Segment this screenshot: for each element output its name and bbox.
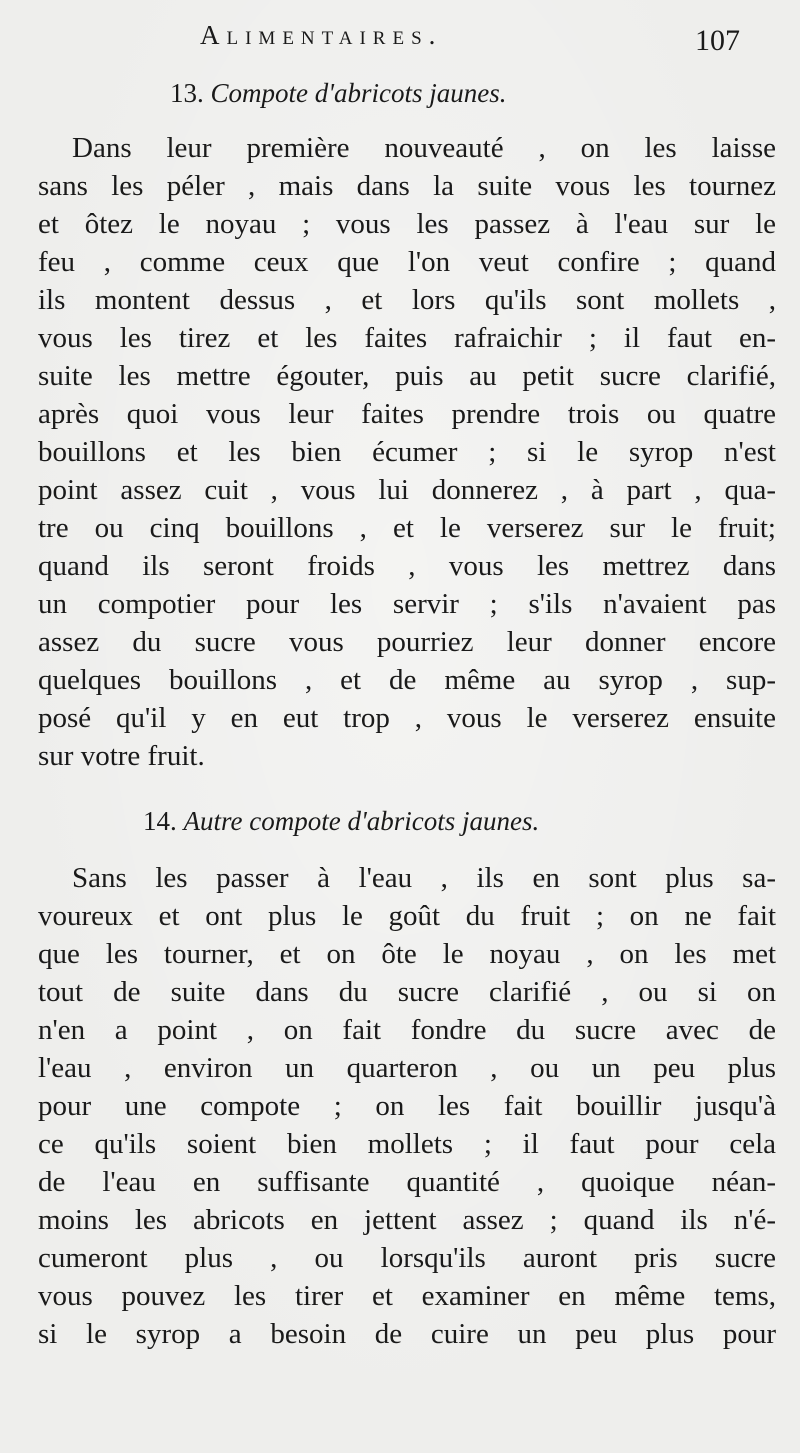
text-line: n'en a point , on fait fondre du sucre avec de [38, 1014, 776, 1046]
section-14-number: 14. [143, 806, 177, 836]
section-13-body [38, 129, 776, 775]
text-line: moins les abricots en jettent assez ; quand ils n'é- [38, 1204, 776, 1236]
text-line: et ôtez le noyau ; vous les passez à l'eau sur le [38, 208, 776, 240]
text-line: quelques bouillons , et de même au syrop , sup- [38, 664, 776, 696]
text-line: ce qu'ils soient bien mollets ; il faut pour cela [38, 1128, 776, 1160]
text-line: après quoi vous leur faites prendre trois ou quatre [38, 398, 776, 430]
section-13-number: 13. [170, 78, 204, 108]
text-line: sur votre fruit. [38, 740, 205, 772]
page-number: 107 [695, 24, 740, 57]
text-line: point assez cuit , vous lui donnerez , à part , qua- [38, 474, 776, 506]
section-13-title [170, 80, 507, 107]
section-14-body [38, 859, 776, 1353]
text-line: un compotier pour les servir ; s'ils n'avaient pas [38, 588, 776, 620]
text-line: assez du sucre vous pourriez leur donner encore [38, 626, 776, 658]
text-line: suite les mettre égouter, puis au petit sucre clarifié, [38, 360, 776, 392]
text-line: Sans les passer à l'eau , ils en sont plus sa- [72, 862, 776, 894]
text-line: voureux et ont plus le goût du fruit ; on ne fait [38, 900, 776, 932]
text-line: Dans leur première nouveauté , on les laisse [72, 132, 776, 164]
text-line: si le syrop a besoin de cuire un peu plus pour [38, 1318, 776, 1350]
text-line: de l'eau en suffisante quantité , quoique néan- [38, 1166, 776, 1198]
text-line: ils montent dessus , et lors qu'ils sont mollets , [38, 284, 776, 316]
text-line: quand ils seront froids , vous les mettrez dans [38, 550, 776, 582]
text-line: pour une compote ; on les fait bouillir jusqu'à [38, 1090, 776, 1122]
text-line: posé qu'il y en eut trop , vous le verserez ensuite [38, 702, 776, 734]
text-line: feu , comme ceux que l'on veut confire ; quand [38, 246, 776, 278]
text-line: cumeront plus , ou lorsqu'ils auront pris sucre [38, 1242, 776, 1274]
text-line: vous pouvez les tirer et examiner en même tems, [38, 1280, 776, 1312]
text-line: tout de suite dans du sucre clarifié , ou si on [38, 976, 776, 1008]
running-head: Alimentaires. [200, 20, 443, 50]
section-14-title [143, 808, 539, 835]
text-line: tre ou cinq bouillons , et le verserez sur le fruit; [38, 512, 776, 544]
section-13-heading: Compote d'abricots jaunes. [210, 78, 507, 108]
text-line: bouillons et les bien écumer ; si le syrop n'est [38, 436, 776, 468]
text-line: l'eau , environ un quarteron , ou un peu plus [38, 1052, 776, 1084]
text-line: vous les tirez et les faites rafraichir ; il faut en- [38, 322, 776, 354]
text-line: que les tourner, et on ôte le noyau , on les met [38, 938, 776, 970]
text-line: sans les péler , mais dans la suite vous les tournez [38, 170, 776, 202]
section-14-heading: Autre compote d'abricots jaunes. [183, 806, 540, 836]
